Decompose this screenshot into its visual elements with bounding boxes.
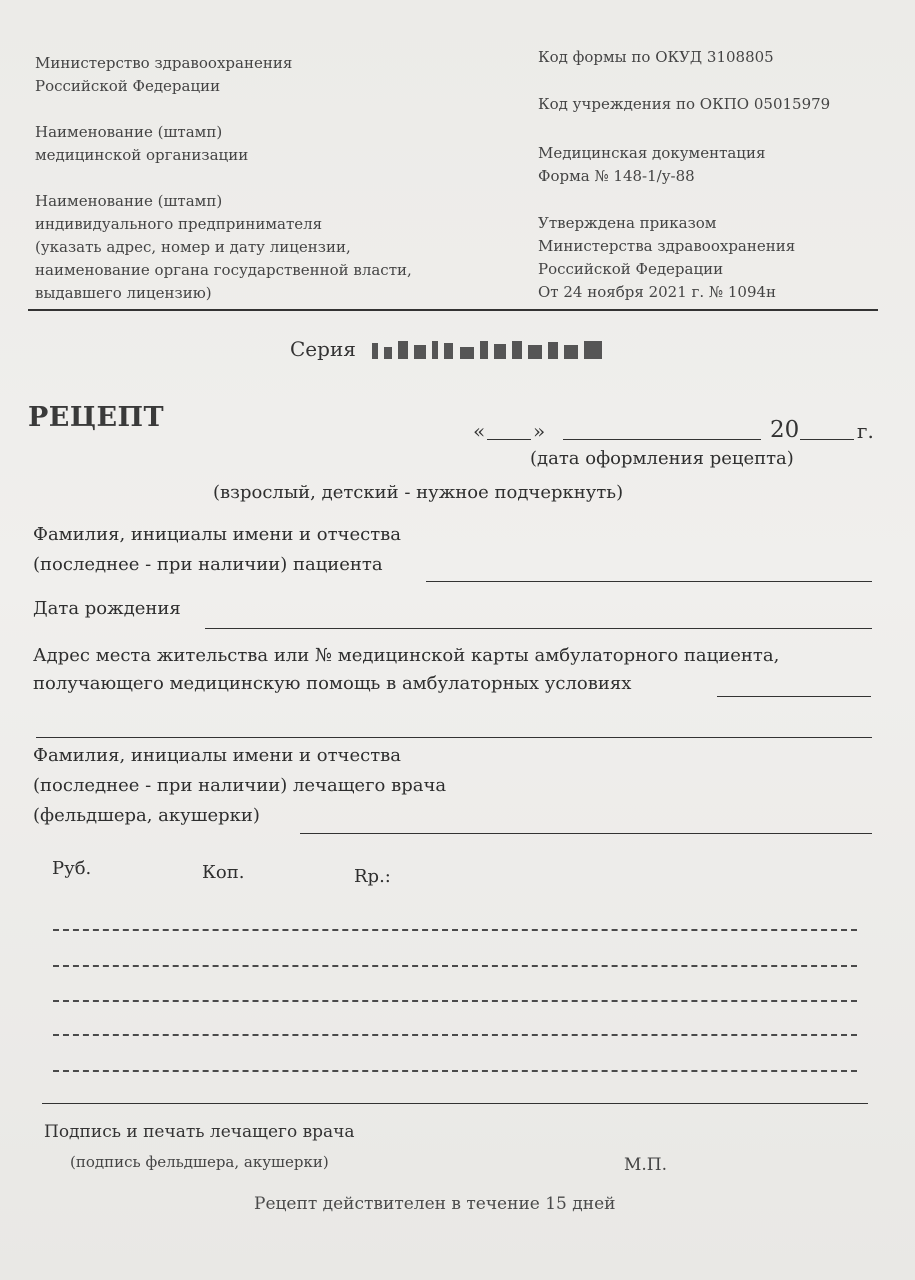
rx-line-5[interactable] — [53, 1070, 857, 1072]
approval-order — [538, 212, 795, 304]
patient-name-line-2: (последнее - при наличии) пациента — [33, 554, 383, 575]
okud-code: Код формы по ОКУД 3108805 — [538, 48, 774, 66]
rx-line-1[interactable] — [53, 929, 857, 931]
doctor-name-line-2: (последнее - при наличии) лечащего врача — [33, 775, 447, 796]
org-stamp-line-2: медицинской организации — [35, 146, 249, 164]
signature-label: Подпись и печать лечащего врача — [44, 1122, 355, 1142]
header-divider — [28, 309, 878, 311]
okpo-code: Код учреждения по ОКПО 05015979 — [538, 95, 831, 113]
date-close-quote: » — [533, 419, 546, 443]
org-stamp-label — [35, 121, 248, 167]
birth-date-field[interactable] — [205, 628, 872, 629]
rub-label: Руб. — [52, 858, 92, 879]
rp-label: Rp.: — [354, 866, 391, 887]
rx-line-4[interactable] — [53, 1034, 857, 1036]
org-stamp-line-1: Наименование (штамп) — [35, 123, 223, 141]
doc-type — [538, 142, 765, 188]
date-caption: (дата оформления рецепта) — [530, 448, 794, 469]
approval-line-1: Утверждена приказом — [538, 214, 717, 232]
birth-date-label: Дата рождения — [33, 598, 181, 619]
date-year-prefix: 20 — [770, 417, 800, 443]
ip-stamp-line-3: (указать адрес, номер и дату лицензии, — [35, 238, 351, 256]
ministry-line-1: Министерство здравоохранения — [35, 54, 293, 72]
ministry-line-2: Российской Федерации — [35, 77, 221, 95]
approval-line-2: Министерства здравоохранения — [538, 237, 796, 255]
approval-line-3: Российской Федерации — [538, 260, 724, 278]
stamp-place-label: М.П. — [624, 1155, 668, 1175]
approval-line-4: От 24 ноября 2021 г. № 1094н — [538, 283, 777, 301]
date-day-field[interactable] — [487, 439, 531, 440]
address-line-2: получающего медицинскую помощь в амбулаторных условиях — [33, 673, 632, 694]
rx-bottom-rule — [42, 1103, 868, 1104]
date-year-field[interactable] — [800, 439, 854, 440]
doctor-name-line-3: (фельдшера, акушерки) — [33, 805, 260, 826]
address-field-continued[interactable] — [36, 737, 872, 738]
rx-line-2[interactable] — [53, 965, 857, 967]
doctor-name-line-1: Фамилия, инициалы имени и отчества — [33, 745, 402, 766]
date-month-field[interactable] — [563, 439, 761, 440]
ip-stamp-line-5: выдавшего лицензию) — [35, 284, 212, 302]
rx-line-3[interactable] — [53, 1000, 857, 1002]
patient-name-line-1: Фамилия, инициалы имени и отчества — [33, 524, 402, 545]
date-open-quote: « — [473, 419, 486, 443]
form-number: Форма № 148-1/у-88 — [538, 167, 695, 185]
ip-stamp-line-4: наименование органа государственной власти, — [35, 261, 412, 279]
form-title: РЕЦЕПТ — [28, 402, 165, 433]
series-number-redacted — [372, 339, 604, 361]
ip-stamp-label — [35, 190, 412, 305]
ministry-label — [35, 52, 292, 98]
doc-type-line-1: Медицинская документация — [538, 144, 766, 162]
patient-type-label: (взрослый, детский - нужное подчеркнуть) — [213, 482, 624, 503]
doctor-name-field[interactable] — [300, 833, 872, 834]
address-line-1: Адрес места жительства или № медицинской карты амбулаторного пациента, — [33, 645, 780, 666]
date-year-suffix: г. — [857, 419, 874, 443]
patient-name-field[interactable] — [426, 581, 872, 582]
signature-alt-label: (подпись фельдшера, акушерки) — [70, 1153, 329, 1171]
kop-label: Коп. — [202, 862, 245, 883]
validity-note: Рецепт действителен в течение 15 дней — [254, 1194, 616, 1214]
ip-stamp-line-1: Наименование (штамп) — [35, 192, 223, 210]
ip-stamp-line-2: индивидуального предпринимателя — [35, 215, 323, 233]
address-field[interactable] — [717, 696, 871, 697]
series-label: Серия — [290, 337, 356, 361]
